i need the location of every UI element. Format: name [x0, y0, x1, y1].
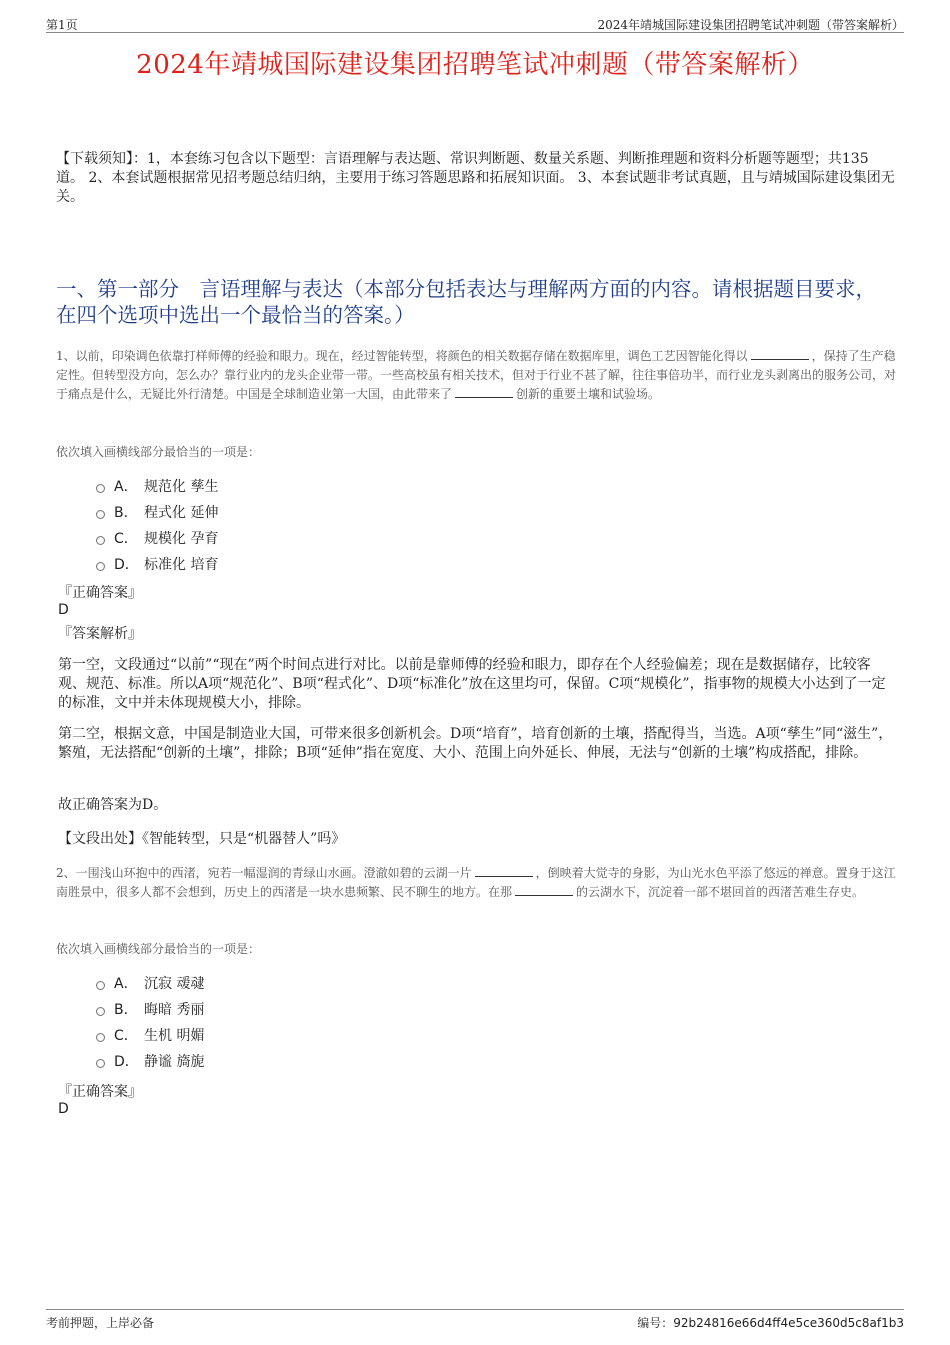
radio-icon[interactable]	[96, 1033, 105, 1042]
page-footer	[46, 1309, 904, 1330]
document-title: 2024年靖城国际建设集团招聘笔试冲刺题（带答案解析）	[136, 50, 814, 80]
fill-blank	[515, 884, 573, 896]
page-header	[46, 14, 904, 33]
footer-slogan: 考前押题，上岸必备	[46, 1316, 155, 1330]
option-b[interactable]: B． 程式化 延伸	[96, 499, 218, 525]
download-notice: 【下载须知】：1，本套练习包含以下题型：言语理解与表达题、常识判断题、数量关系题、判断推理题和资料分析题等题型；共135道。 2、本套试题根据常见招考题总结归纳，主要用于练习答题思路和拓展知识面。 3、本套试题非考试真题，且与靖城国际建设集团无关。	[56, 151, 895, 205]
radio-icon[interactable]	[96, 562, 105, 571]
radio-icon[interactable]	[96, 510, 105, 519]
answer-value: D	[58, 602, 69, 618]
radio-icon[interactable]	[96, 484, 105, 493]
option-d[interactable]: D． 标准化 培育	[96, 551, 218, 577]
radio-icon[interactable]	[96, 1007, 105, 1016]
fill-blank	[455, 386, 513, 398]
option-c[interactable]: C． 生机 明媚	[96, 1022, 204, 1048]
radio-icon[interactable]	[96, 536, 105, 545]
option-b[interactable]: B． 晦暗 秀丽	[96, 996, 204, 1022]
analysis-label: 『答案解析』	[58, 626, 142, 642]
document-code: 编号：92b24816e66d4ff4e5ce360d5c8af1b3	[637, 1316, 904, 1330]
fill-blank	[475, 865, 533, 877]
question-1-options	[96, 473, 218, 577]
question-1-prompt: 依次填入画横线部分最恰当的一项是：	[56, 445, 261, 459]
analysis-paragraph-2: 第二空，根据文意，中国是制造业大国，可带来很多创新机会。D项“培育”，培育创新的土壤，搭配得当，当选。A项“孳生”同“滋生”，繁殖，无法搭配“创新的土壤”，排除；B项“延伸”指在宽度、大小、范围上向外延长、伸展，无法与“创新的土壤”构成搭配，排除。	[58, 726, 893, 761]
question-2-text: 2、一围浅山环抱中的西渚，宛若一幅湿润的青绿山水画。澄澈如碧的云湖一片 ，倒映着大觉寺的身影，为山光水色平添了悠远的禅意。置身于这江南胜景中，很多人都不会想到，历史上的西渚是一块水患频繁、民不聊生的地方。在那 的云湖水下，沉淀着一部不堪回首的西渚苦难生存史。	[56, 866, 896, 899]
header-doc-title: 2024年靖城国际建设集团招聘笔试冲刺题（带答案解析）	[597, 18, 904, 32]
section-heading: 一、第一部分 言语理解与表达（本部分包括表达与理解两方面的内容。请根据题目要求，在四个选项中选出一个最恰当的答案。）	[56, 277, 876, 327]
question-2-prompt: 依次填入画横线部分最恰当的一项是：	[56, 942, 261, 956]
option-c[interactable]: C． 规模化 孕育	[96, 525, 218, 551]
analysis-conclusion: 故正确答案为D。	[58, 797, 168, 813]
page-number: 第1页	[46, 18, 78, 32]
radio-icon[interactable]	[96, 1059, 105, 1068]
answer-label: 『正确答案』	[58, 1084, 142, 1100]
question-2-options	[96, 970, 204, 1074]
option-d[interactable]: D． 静谧 旖旎	[96, 1048, 204, 1074]
answer-label: 『正确答案』	[58, 585, 142, 601]
option-a[interactable]: A． 规范化 孳生	[96, 473, 218, 499]
fill-blank	[751, 348, 809, 360]
answer-value: D	[58, 1101, 69, 1117]
option-a[interactable]: A． 沉寂 叆叇	[96, 970, 204, 996]
text-source: 【文段出处】《智能转型，只是“机器替人”吗》	[58, 831, 346, 847]
analysis-paragraph-1: 第一空，文段通过“以前”“现在”两个时间点进行对比。以前是靠师傅的经验和眼力，即存在个人经验偏差；现在是数据储存，比较客观、规范、标准。所以A项“规范化”、B项“程式化”、D项“标准化”放在这里均可，保留。C项“规模化”，指事物的规模大小达到了一定的标准，文中并未体现规模大小，排除。	[58, 657, 886, 711]
question-1-text: 1、以前，印染调色依靠打样师傅的经验和眼力。现在，经过智能转型，将颜色的相关数据存储在数据库里，调色工艺因智能化得以 ，保持了生产稳定性。但转型没方向，怎么办？靠行业内的龙头企业带一带。一些高校虽有相关技术，但对于行业不甚了解，往往事倍功半，而行业龙头剥离出的服务公司，对于痛点是什么，无疑比外行清楚。中国是全球制造业第一大国，由此带来了 创新的重要土壤和试验场。	[56, 349, 897, 401]
radio-icon[interactable]	[96, 981, 105, 990]
